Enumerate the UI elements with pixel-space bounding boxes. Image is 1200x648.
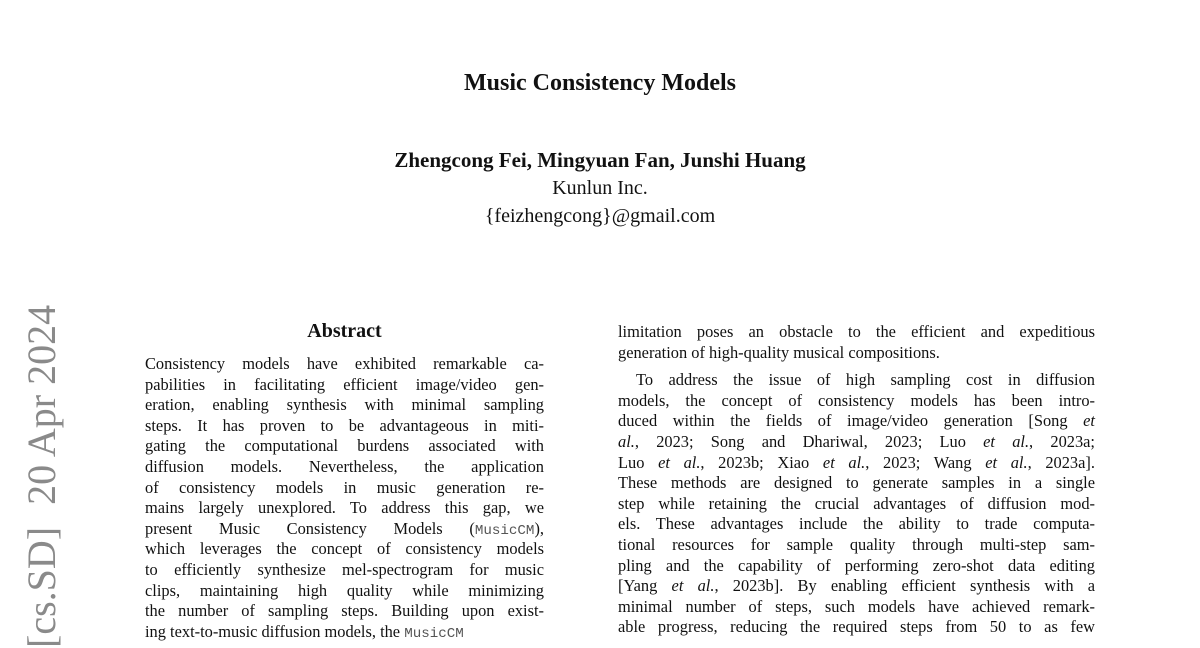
model-name-musiccm: MusicCM	[404, 625, 464, 642]
abstract-line: clips, maintaining high quality while minimizing	[145, 580, 544, 600]
intro-text: , 2023; Song and Dhariwal, 2023; Luo	[634, 431, 984, 451]
abstract-text: ),	[534, 518, 544, 538]
abstract-line	[145, 519, 544, 540]
abstract-line: diffusion models. Nevertheless, the application	[145, 456, 544, 476]
abstract-text: present Music Consistency Models (	[145, 518, 475, 538]
intro-citation-etal: et al.	[985, 452, 1028, 472]
intro-citation-etal: al.	[618, 431, 635, 451]
intro-line: able progress, reducing the required steps from 50 to as few	[618, 617, 1095, 637]
intro-line	[618, 432, 1095, 453]
intro-line: els. These advantages include the ability to trade computa-	[618, 514, 1095, 534]
abstract-line: which leverages the concept of consistency models	[145, 539, 544, 559]
abstract-line: Consistency models have exhibited remarkable ca-	[145, 354, 544, 373]
intro-line: To address the issue of high sampling cost in diffusion	[636, 370, 1095, 390]
intro-line: tional resources for sample quality through multi-step sam-	[618, 534, 1095, 554]
paper-authors: Zhengcong Fei, Mingyuan Fan, Junshi Huang	[394, 148, 806, 172]
intro-text: duced within the fields of image/video generation [Song	[618, 411, 1084, 431]
intro-citation-etal: et	[1083, 411, 1095, 431]
abstract-line	[145, 622, 544, 643]
abstract-text: ing text-to-music diffusion models, the	[145, 621, 405, 641]
intro-line: minimal number of steps, such models have achieved remark-	[618, 596, 1095, 616]
intro-citation-etal: et al.	[671, 576, 715, 596]
abstract-heading: Abstract	[307, 320, 382, 342]
abstract-line: eration, enabling synthesis with minimal sampling	[145, 395, 544, 415]
intro-text: Luo	[618, 452, 659, 472]
intro-line: pling and the capability of performing zero-shot data editing	[618, 555, 1095, 575]
intro-text: , 2023a;	[1029, 431, 1095, 451]
intro-line: generation of high-quality musical compositions.	[618, 342, 940, 362]
intro-column	[618, 322, 1095, 638]
intro-line: step while retaining the crucial advantages of diffusion mod-	[618, 493, 1095, 513]
model-name-musiccm: MusicCM	[474, 522, 535, 539]
abstract-line: gating the computational burdens associated with	[145, 436, 544, 456]
intro-text: , 2023b; Xiao	[700, 452, 823, 472]
arxiv-date: 20 Apr 2024	[19, 304, 64, 505]
abstract-line: the number of sampling steps. Building upon exist-	[145, 601, 544, 621]
intro-line: models, the concept of consistency models has been intro-	[618, 390, 1095, 410]
intro-line: limitation poses an obstacle to the efficient and expeditious	[618, 322, 1095, 341]
abstract-line: to efficiently synthesize mel-spectrogram for music	[145, 559, 544, 579]
intro-citation-etal: et al.	[658, 452, 701, 472]
intro-line: These methods are designed to generate samples in a single	[618, 473, 1095, 493]
intro-citation-etal: et al.	[983, 431, 1030, 451]
intro-text: , 2023a].	[1027, 452, 1095, 472]
intro-line	[618, 453, 1095, 474]
intro-line	[618, 411, 1095, 432]
abstract-line: of consistency models in music generation re-	[145, 477, 544, 497]
paper-affiliation: Kunlun Inc.	[552, 177, 648, 199]
intro-line	[618, 576, 1095, 597]
arxiv-stamp	[19, 304, 64, 648]
arxiv-category: [cs.SD]	[19, 526, 64, 648]
intro-text: , 2023; Wang	[865, 452, 986, 472]
abstract-line: mains largely unexplored. To address this gap, we	[145, 498, 544, 518]
abstract-line: pabilities in facilitating efficient image/video gen-	[145, 374, 544, 394]
abstract-column	[145, 318, 544, 642]
abstract-line: steps. It has proven to be advantageous in miti-	[145, 415, 544, 435]
intro-text: , 2023b]. By enabling efficient synthesis with a	[714, 576, 1096, 596]
paper-title: Music Consistency Models	[464, 70, 736, 96]
intro-text: [Yang	[618, 576, 672, 596]
intro-citation-etal: et al.	[822, 452, 866, 472]
paper-email: {feizhengcong}@gmail.com	[484, 205, 716, 227]
